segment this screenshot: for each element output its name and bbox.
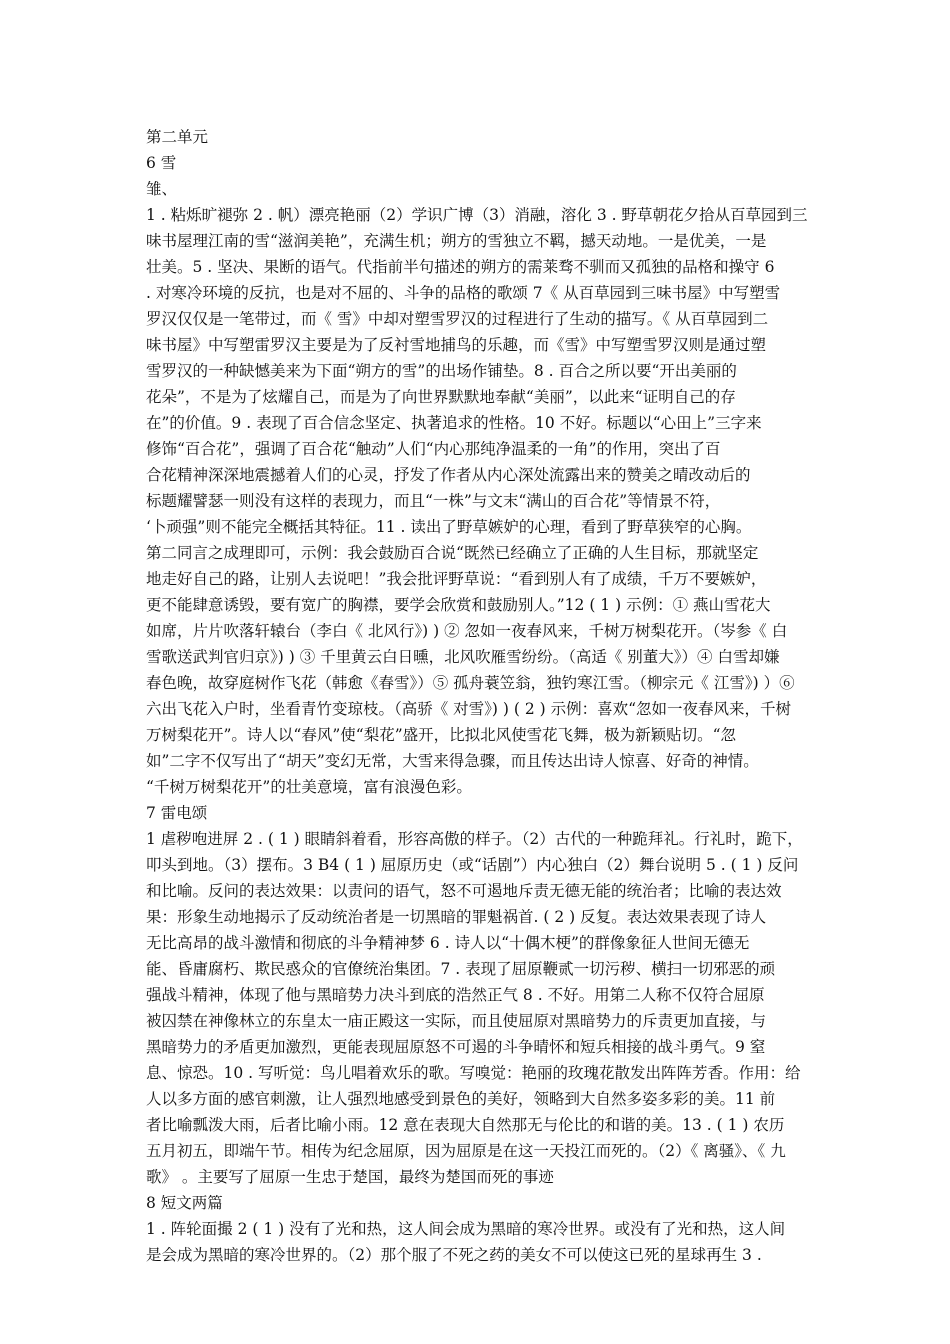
paragraph-line: 歌》 。主要写了屈原一生忠于楚国，最终为楚国而死的事迹 [146, 1168, 554, 1186]
section-heading: 6 雪 [146, 154, 177, 172]
paragraph-line: ‘卜顽强”则不能完全概括其特征。11 . 读出了野草嫉妒的心理，看到了野草狭窄的心胸。 [146, 518, 752, 536]
paragraph-line: 味书屋理江南的雪“滋润美艳”，充满生机；朔方的雪独立不羁，撼天动地。一是优美，一是 [146, 232, 767, 250]
paragraph-line: 雪罗汉的一种缺憾美来为下面“朔方的雪”的出场作铺垫。8 . 百合之所以要“开出美丽的 [146, 362, 737, 380]
section-heading: 7 雷电颂 [146, 804, 208, 822]
paragraph-line: 五月初五，即端午节。相传为纪念屈原，因为屈原是在这一天投江而死的。（2）《 离骚》、《 九 [146, 1142, 786, 1160]
paragraph-line: 叩头到地。（3）摆布。3 B4 ( 1 ) 屈原历史（或“话剧”）内心独白（2）舞台说明 5 . ( 1 ) 反问 [146, 856, 799, 874]
unit-title: 第二单元 [146, 128, 209, 146]
paragraph-line: 1 . 阵轮面撮 2 ( 1 ) 没有了光和热，这人间会成为黑暗的寒冷世界。或没有了光和热，这人间 [146, 1220, 786, 1238]
paragraph-line: 1 虐秽咆进屏 2 . ( 1 ) 眼睛斜着看，形容高傲的样子。（2）古代的一种跪拜礼。行礼时，跪下， [146, 830, 803, 848]
paragraph-line: 息、惊恐。10 . 写听觉：鸟儿唱着欢乐的歌。写嗅觉：艳丽的玫瑰花散发出阵阵芳香。作用：给 [146, 1064, 801, 1082]
paragraph-line: 如”二字不仅写出了“胡天”变幻无常，大雪来得急骤，而且传达出诗人惊喜、好奇的神情。 [146, 752, 759, 770]
paragraph-line: 和比喻。反问的表达效果：以责问的语气，怒不可遏地斥责无德无能的统治者；比喻的表达效 [146, 882, 782, 900]
document-body [146, 150, 806, 1268]
paragraph-line: 雪歌送武判官归京》) ) ③ 千里黄云白日曛，北风吹雁雪纷纷。（高适《 别董大》）④ 白雪却嫌 [146, 648, 780, 666]
paragraph-line: “千树万树梨花开”的壮美意境，富有浪漫色彩。 [146, 778, 472, 796]
paragraph-line: 六出飞花入户时，坐看青竹变琼枝。（高骄《 对雪》) ) ( 2 ) 示例：喜欢“忽如一夜春风来，千树 [146, 700, 792, 718]
paragraph-line: 味书屋》中写塑雷罗汉主要是为了反衬雪地捕鸟的乐趣，而《雪》中写塑雪罗汉则是通过塑 [146, 336, 767, 354]
paragraph-line: 合花精神深深地震撼着人们的心灵，抒发了作者从内心深处流露出来的赞美之晴改动后的 [146, 466, 751, 484]
paragraph-line: 1 . 粘烁旷褪弥 2 . 帆）漂亮艳丽（2）学识广博（3）消融，溶化 3 . 野草朝花夕拾从百草园到三 [146, 206, 808, 224]
paragraph-line: 更不能肆意诱毁，要有宽广的胸襟，要学会欣赏和鼓励别人。”12 ( 1 ) 示例：① 燕山雪花大 [146, 596, 771, 614]
paragraph-line: 花朵”，不是为了炫耀自己，而是为了向世界默默地奉献“美丽”，以此来“证明自己的存 [146, 388, 736, 406]
paragraph-line: 罗汉仅仅是一笔带过，而《 雪》中却对塑雪罗汉的过程进行了生动的描写。《 从百草园到二 [146, 310, 769, 328]
paragraph-line: 雏、 [146, 180, 178, 198]
paragraph-line: 万树梨花开”。诗人以“春风”使“梨花”盛开，比拟北风使雪花飞舞，极为新颖贴切。“忽 [146, 726, 737, 744]
paragraph-line: 标题耀譬瑟一则没有这样的表现力，而且“一株”与文末“满山的百合花”等情景不符， [146, 492, 721, 510]
paragraph-line: 地走好自己的路，让别人去说吧！”我会批评野草说：“看到别人有了成绩，千万不要嫉妒， [146, 570, 767, 588]
paragraph-line: 强战斗精神，体现了他与黑暗势力决斗到底的浩然正气 8 . 不好。用第二人称不仅符合屈原 [146, 986, 765, 1004]
paragraph-line: 如席，片片吹落轩辕台（李白《 北风行》) ) ② 忽如一夜春风来，千树万树梨花开。（岑参《 白 [146, 622, 788, 640]
paragraph-line: 第二同言之成理即可，示例：我会鼓励百合说“既然已经确立了正确的人生目标，那就坚定 [146, 544, 759, 562]
paragraph-line: 黑暗势力的矛盾更加激烈，更能表现屈原怒不可遏的斗争晴怀和短兵相接的战斗勇气。9 窒 [146, 1038, 766, 1056]
paragraph-line: 无比高昂的战斗激情和彻底的斗争精神梦 6 . 诗人以“十偶木梗”的群像象征人世间无德无 [146, 934, 750, 952]
paragraph-line: 人以多方面的感官刺激，让人强烈地感受到景色的美好，领略到大自然多姿多彩的美。11 前 [146, 1090, 776, 1108]
paragraph-line: 果：形象生动地揭示了反动统治者是一切黑暗的罪魁祸首. ( 2 ) 反复。表达效果表现了诗人 [146, 908, 767, 926]
paragraph-line: 者比喻瓢泼大雨，后者比喻小雨。12 意在表现大自然那无与伦比的和谐的美。13 . ( 1 ) 农历 [146, 1116, 785, 1134]
document-page [146, 124, 806, 1268]
paragraph-line: 修饰“百合花”，强调了百合花“触动”人们“内心那纯净温柔的一角”的作用，突出了百 [146, 440, 721, 458]
paragraph-line: . 对寒冷环境的反抗，也是对不屈的、斗争的品格的歌颂 7《 从百草园到三味书屋》中写塑雪 [146, 284, 781, 302]
paragraph-line: 被囚禁在神像林立的东皇太一庙正殿这一实际，而且使屈原对黑暗势力的斥责更加直接，与 [146, 1012, 767, 1030]
paragraph-line: 在”的价值。9 . 表现了百合信念坚定、执著追求的性格。10 不好。标题以“心田上”三字来 [146, 414, 762, 432]
paragraph-line: 是会成为黑暗的寒冷世界的。（2）那个服了不死之药的美女不可以使这已死的星球再生 3 . [146, 1246, 762, 1264]
section-heading: 8 短文两篇 [146, 1194, 223, 1212]
paragraph-line: 春色晚，故穿庭树作飞花（韩愈《春雪》）⑤ 孤舟蓑笠翁，独钓寒江雪。（柳宗元《 江雪》) ）⑥ [146, 674, 795, 692]
paragraph-line: 壮美。5 . 坚决、果断的语气。代指前半句描述的朔方的需莱骛不驯而又孤独的品格和操守 6 [146, 258, 775, 276]
paragraph-line: 能、昏庸腐朽、欺民惑众的官僚统治集团。7 . 表现了屈原鞭贰一切污秽、横扫一切邪恶的顽 [146, 960, 776, 978]
